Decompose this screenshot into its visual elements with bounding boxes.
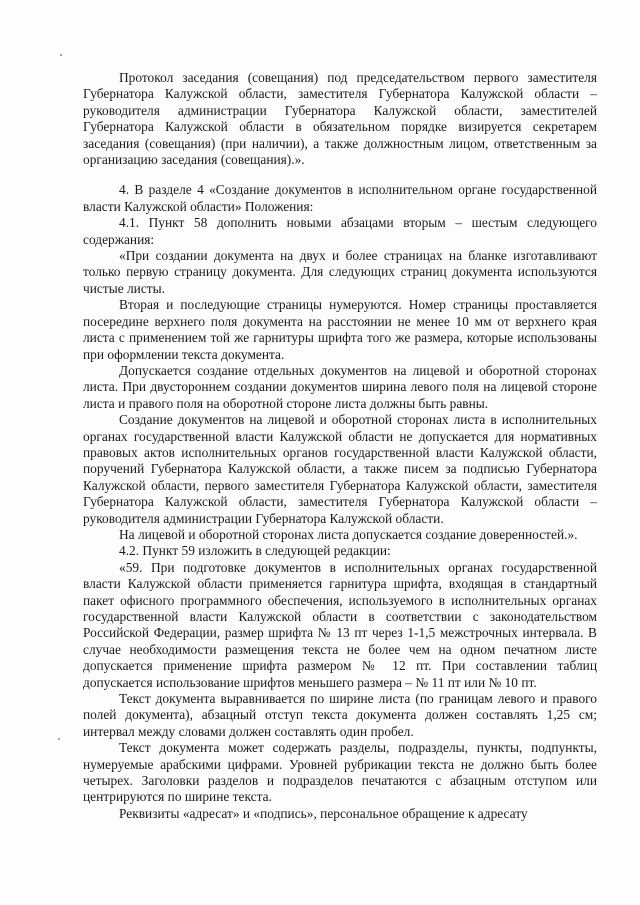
scan-speck — [58, 738, 60, 740]
paragraph-two-sided-restriction: Создание документов на лицевой и оборотной сторонах листа в исполнительных органах государственной власти Калужской области не допускается для нормативных правовых актов исполнительных органов государственной власти Калужской области, поручений Губернатора Калужской области, а также писем за подписью Губернатора Калужской области, первого заместителя Губернатора Калужской области, заместителя Губернатора Калужской области, заместителя Губернатора Калужской области – руководителя администрации Губернатора Калужской области. — [83, 412, 597, 526]
paragraph-page-numbering: Вторая и последующие страницы нумеруются. Номер страницы проставляется посередине верхнего поля документа на расстоянии не менее 10 мм от верхнего края листа с применением той же гарнитуры шрифта того же размера, которые использованы при оформлении текста документа. — [83, 297, 597, 362]
paragraph-multipage: «При создании документа на двух и более страницах на бланке изготавливают только первую страницу документа. Для следующих страниц документа используются чистые листы. — [83, 248, 597, 296]
paragraph-item-4-2: 4.2. Пункт 59 изложить в следующей редакции: — [119, 543, 391, 559]
paragraph-power-of-attorney: На лицевой и оборотной сторонах листа допускается создание доверенностей.». — [119, 526, 578, 542]
paragraph-rubrication: Текст документа может содержать разделы, подразделы, пункты, подпункты, нумеруемые арабскими цифрами. Уровней рубрикации текста не должно быть более четырех. Заголовки разделов и подразделов печатаются с абзацным отступом или центрируются по ширине текста. — [83, 740, 597, 805]
paragraph-alignment: Текст документа выравнивается по ширине листа (по границам левого и правого полей документа), абзацный отступ текста документа должен составлять 1,25 см; интервал между словами должен составлять один пробел. — [83, 691, 597, 739]
paragraph-two-sided: Допускается создание отдельных документов на лицевой и оборотной сторонах листа. При двустороннем создании документов ширина левого поля на лицевой стороне листа и правого поля на оборотной стороне листа должны быть равны. — [83, 362, 597, 411]
paragraph-requisites: Реквизиты «адресат» и «подпись», персональное обращение к адресату — [119, 805, 528, 821]
document-body — [83, 70, 597, 822]
paragraph-section-4: 4. В разделе 4 «Создание документов в исполнительном органе государственной власти Калужской области» Положения: — [83, 182, 597, 214]
scan-speck — [60, 54, 62, 56]
paragraph-item-59: «59. При подготовке документов в исполнительных органах государственной власти Калужской области применяется гарнитура шрифта, входящая в стандартный пакет офисного программного обеспечения, используемого в исполнительных органах государственной власти Калужской области в соответствии с законодательством Российской Федерации, размер шрифта № 13 пт через 1-1,5 межстрочных интервала. В случае необходимости размещения текста не более чем на одном печатном листе допускается применение шрифта размером № 12 пт. При составлении таблиц допускается использование шрифтов меньшего размера – № 11 пт или № 10 пт. — [83, 559, 597, 690]
paragraph-protocol: Протокол заседания (совещания) под председательством первого заместителя Губернатора Калужской области, заместителя Губернатора Калужской области – руководителя администрации Губернатора Калужской области, заместителей Губернатора Калужской области в обязательном порядке визируется секретарем заседания (совещания) (при наличии), а также должностным лицом, ответственным за организацию заседания (совещания).». — [83, 70, 597, 168]
paragraph-item-4-1: 4.1. Пункт 58 дополнить новыми абзацами вторым – шестым следующего содержания: — [83, 215, 597, 247]
